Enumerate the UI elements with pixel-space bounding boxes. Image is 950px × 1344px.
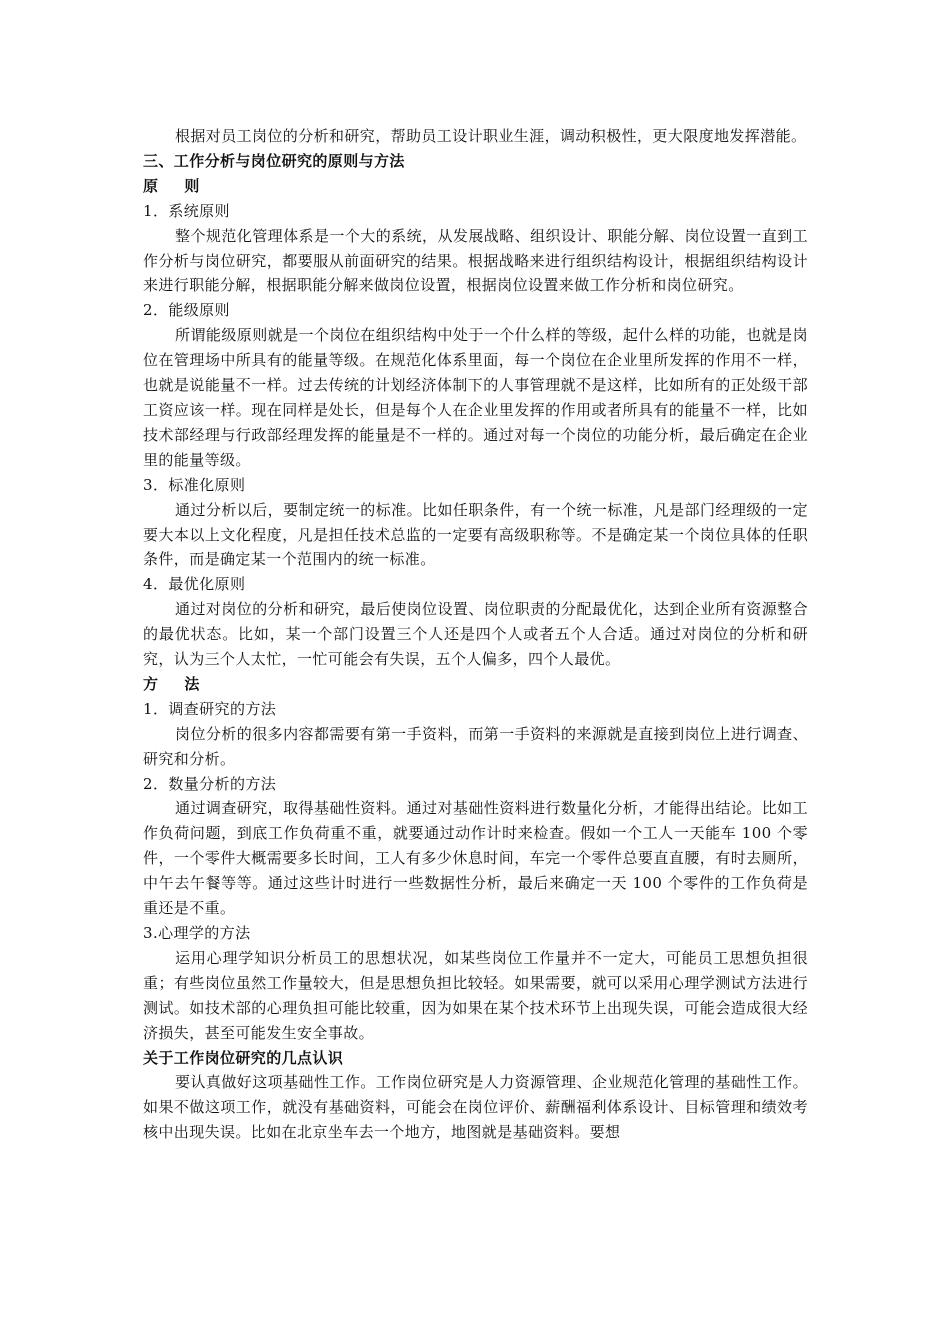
method-3-label: 3.心理学的方法 (143, 924, 251, 942)
principle-2-label: 2．能级原则 (143, 301, 230, 320)
document-page (143, 124, 808, 1145)
principle-1-label: 1．系统原则 (143, 201, 230, 220)
method-3-text: 运用心理学知识分析员工的思想状况，如某些岗位工作量并不一定大，可能员工思想负担很重；有些岗位虽然工作量较大，但是思想负担比较轻。如果需要，就可以采用心理学测试方法进行测试。如技术部的心理负担可能比较重，因为如果在某个技术环节上出现失误，可能会造成很大经济损失，甚至可能发生安全事故。 (143, 948, 808, 1042)
cognition-text: 要认真做好这项基础性工作。工作岗位研究是人力资源管理、企业规范化管理的基础性工作。如果不做这项工作，就没有基础资料，可能会在岗位评价、薪酬福利体系设计、目标管理和绩效考核中出现失误。比如在北京坐车去一个地方，地图就是基础资料。要想 (143, 1073, 808, 1142)
methods-heading: 方 法 (143, 674, 200, 693)
section-3-title: 三、工作分析与岗位研究的原则与方法 (143, 151, 405, 170)
principle-1-text: 整个规范化管理体系是一个大的系统，从发展战略、组织设计、职能分解、岗位设置一直到工作分析与岗位研究，都要服从前面研究的结果。根据战略来进行组织结构设计，根据组织结构设计来进行职能分解，根据职能分解来做岗位设置，根据岗位设置来做工作分析和岗位研究。 (143, 226, 808, 295)
method-1-label: 1．调查研究的方法 (143, 699, 277, 718)
principle-3-text: 通过分析以后，要制定统一的标准。比如任职条件，有一个统一标准，凡是部门经理级的一定要大本以上文化程度，凡是担任技术总监的一定要有高级职称等。不是确定某一个岗位具体的任职条件，而是确定某一个范围内的统一标准。 (143, 500, 808, 569)
method-1-text: 岗位分析的很多内容都需要有第一手资料，而第一手资料的来源就是直接到岗位上进行调查、研究和分析。 (143, 724, 808, 768)
intro-paragraph: 根据对员工岗位的分析和研究，帮助员工设计职业生涯，调动积极性，更大限度地发挥潜能。 (175, 127, 807, 145)
principle-3-label: 3．标准化原则 (143, 475, 246, 494)
principle-4-label: 4．最优化原则 (143, 575, 246, 594)
principle-2-text: 所谓能级原则就是一个岗位在组织结构中处于一个什么样的等级，起什么样的功能，也就是岗位在管理场中所具有的能量等级。在规范化体系里面，每一个岗位在企业里所发挥的作用不一样，也就是说能量不一样。过去传统的计划经济体制下的人事管理就不是这样，比如所有的正处级干部工资应该一样。现在同样是处长，但是每个人在企业里发挥的作用或者所具有的能量不一样，比如技术部经理与行政部经理发挥的能量是不一样的。通过对每一个岗位的功能分析，最后确定在企业里的能量等级。 (143, 326, 808, 469)
method-2-text: 通过调查研究，取得基础性资料。通过对基础性资料进行数量化分析，才能得出结论。比如工作负荷问题，到底工作负荷重不重，就要通过动作计时来检查。假如一个工人一天能车 100 个零件，一个零件大概需要多长时间，工人有多少休息时间，车完一个零件总要直直腰，有时去厕所，中午去午餐等等。通过这些计时进行一些数据性分析，最后来确定一天 100 个零件的工作负荷是重还是不重。 (143, 799, 808, 918)
method-2-label: 2．数量分析的方法 (143, 774, 277, 793)
principles-heading: 原 则 (143, 176, 200, 195)
cognition-title: 关于工作岗位研究的几点认识 (143, 1048, 344, 1067)
principle-4-text: 通过对岗位的分析和研究，最后使岗位设置、岗位职责的分配最优化，达到企业所有资源整合的最优状态。比如，某一个部门设置三个人还是四个人或者五个人合适。通过对岗位的分析和研究，认为三个人太忙，一忙可能会有失误，五个人偏多，四个人最优。 (143, 600, 808, 669)
